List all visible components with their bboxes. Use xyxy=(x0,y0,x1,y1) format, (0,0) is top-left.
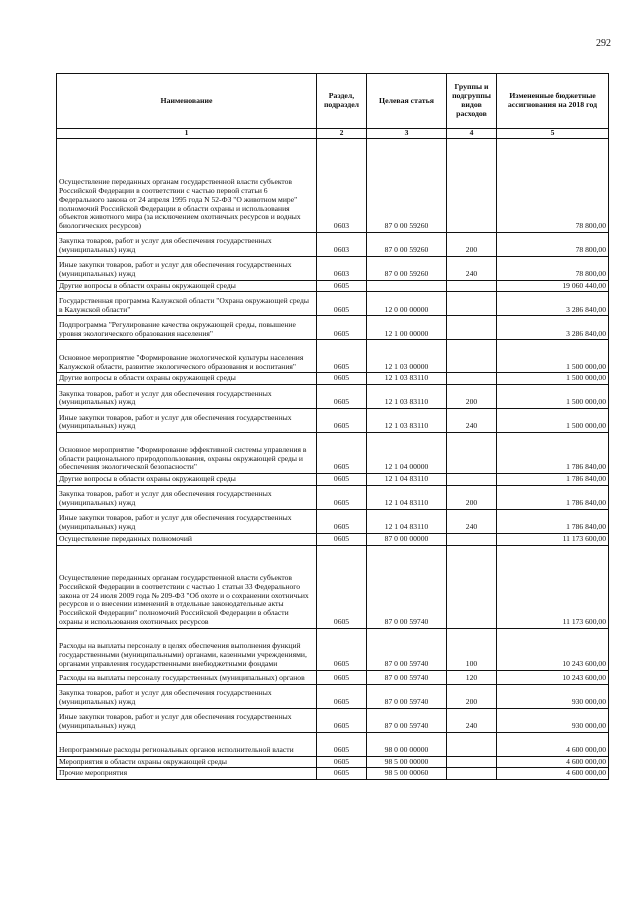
table-header-row xyxy=(57,74,609,129)
row-group: 240 xyxy=(447,409,497,433)
row-section: 0605 xyxy=(317,385,367,409)
row-section: 0603 xyxy=(317,138,367,232)
row-amount: 4 600 000,00 xyxy=(497,732,609,756)
row-section: 0603 xyxy=(317,256,367,280)
row-target: 87 0 00 59740 xyxy=(367,708,447,732)
row-name: Непрограммные расходы региональных органов исполнительной власти xyxy=(57,732,317,756)
row-group xyxy=(447,433,497,474)
table-row xyxy=(57,628,609,670)
row-target: 98 5 00 00060 xyxy=(367,768,447,780)
header-changed: Измененные бюджетные ассигнования на 2018 год xyxy=(497,74,609,129)
row-name: Другие вопросы в области охраны окружающей среды xyxy=(57,373,317,385)
row-amount: 11 173 600,00 xyxy=(497,533,609,545)
header-groups: Группы и подгруппы видов расходов xyxy=(447,74,497,129)
column-number: 3 xyxy=(367,129,447,139)
row-group xyxy=(447,292,497,316)
table-row xyxy=(57,732,609,756)
row-section: 0605 xyxy=(317,433,367,474)
row-group xyxy=(447,768,497,780)
row-amount: 1 786 840,00 xyxy=(497,485,609,509)
row-name: Основное мероприятие "Формирование экологической культуры населения Калужской области, развитие экологического образования и воспитания" xyxy=(57,340,317,373)
row-group xyxy=(447,316,497,340)
row-amount: 11 173 600,00 xyxy=(497,545,609,628)
row-amount: 19 060 440,00 xyxy=(497,280,609,292)
row-group: 240 xyxy=(447,256,497,280)
table-row xyxy=(57,256,609,280)
row-name: Закупка товаров, работ и услуг для обеспечения государственных (муниципальных) нужд xyxy=(57,485,317,509)
row-name: Основное мероприятие "Формирование эффективной системы управления в области рационального природопользования, охраны окружающей среды и обеспечения экологической безопасности" xyxy=(57,433,317,474)
table-row xyxy=(57,474,609,486)
row-amount: 1 500 000,00 xyxy=(497,373,609,385)
row-group: 240 xyxy=(447,708,497,732)
row-section: 0605 xyxy=(317,684,367,708)
table-row xyxy=(57,138,609,232)
row-group xyxy=(447,732,497,756)
row-target: 12 1 04 00000 xyxy=(367,433,447,474)
row-target: 12 1 00 00000 xyxy=(367,316,447,340)
row-group xyxy=(447,280,497,292)
row-amount: 930 000,00 xyxy=(497,708,609,732)
row-section: 0605 xyxy=(317,316,367,340)
table-row xyxy=(57,684,609,708)
row-amount: 3 286 840,00 xyxy=(497,316,609,340)
row-section: 0605 xyxy=(317,732,367,756)
row-section: 0605 xyxy=(317,756,367,768)
table-row xyxy=(57,756,609,768)
row-group: 200 xyxy=(447,485,497,509)
row-group xyxy=(447,373,497,385)
table-row xyxy=(57,316,609,340)
row-amount: 4 600 000,00 xyxy=(497,756,609,768)
column-number: 2 xyxy=(317,129,367,139)
row-amount: 1 786 840,00 xyxy=(497,509,609,533)
row-section: 0603 xyxy=(317,232,367,256)
row-section: 0605 xyxy=(317,485,367,509)
table-row xyxy=(57,373,609,385)
row-name: Закупка товаров, работ и услуг для обеспечения государственных (муниципальных) нужд xyxy=(57,684,317,708)
column-numbers-row xyxy=(57,129,609,139)
table-row xyxy=(57,292,609,316)
row-section: 0605 xyxy=(317,545,367,628)
row-target: 98 5 00 00000 xyxy=(367,756,447,768)
row-amount: 930 000,00 xyxy=(497,684,609,708)
row-section: 0605 xyxy=(317,474,367,486)
table-row xyxy=(57,232,609,256)
row-name: Осуществление переданных полномочий xyxy=(57,533,317,545)
row-group xyxy=(447,474,497,486)
row-section: 0605 xyxy=(317,670,367,684)
row-group: 200 xyxy=(447,684,497,708)
row-name: Закупка товаров, работ и услуг для обеспечения государственных (муниципальных) нужд xyxy=(57,385,317,409)
table-row xyxy=(57,409,609,433)
row-name: Другие вопросы в области охраны окружающей среды xyxy=(57,280,317,292)
row-name: Иные закупки товаров, работ и услуг для обеспечения государственных (муниципальных) нужд xyxy=(57,708,317,732)
row-amount: 1 500 000,00 xyxy=(497,340,609,373)
row-section: 0605 xyxy=(317,628,367,670)
row-amount: 4 600 000,00 xyxy=(497,768,609,780)
row-target: 12 1 03 83110 xyxy=(367,385,447,409)
row-target: 87 0 00 59260 xyxy=(367,256,447,280)
page-number: 292 xyxy=(596,38,611,49)
row-target: 12 1 03 83110 xyxy=(367,409,447,433)
column-number: 4 xyxy=(447,129,497,139)
row-section: 0605 xyxy=(317,409,367,433)
table-row xyxy=(57,340,609,373)
header-name: Наименование xyxy=(57,74,317,129)
header-section: Раздел, подраздел xyxy=(317,74,367,129)
row-target: 87 0 00 59740 xyxy=(367,684,447,708)
column-number: 5 xyxy=(497,129,609,139)
row-amount: 1 500 000,00 xyxy=(497,385,609,409)
row-name: Осуществление переданных органам государственной власти субъектов Российской Федерации в соответствии с частью первой статьи 6 Федерального закона от 24 апреля 1995 года N 52-ФЗ "О животном мире" полномочий Российской Федерации в области охраны и использования объектов животного мира (за исключением охотничьих ресурсов и водных биологических ресурсов) xyxy=(57,138,317,232)
row-section: 0605 xyxy=(317,768,367,780)
row-group: 100 xyxy=(447,628,497,670)
row-amount: 1 786 840,00 xyxy=(497,474,609,486)
row-section: 0605 xyxy=(317,340,367,373)
table-row xyxy=(57,708,609,732)
row-group: 200 xyxy=(447,232,497,256)
row-name: Иные закупки товаров, работ и услуг для обеспечения государственных (муниципальных) нужд xyxy=(57,256,317,280)
row-target: 12 1 04 83110 xyxy=(367,509,447,533)
table-row xyxy=(57,485,609,509)
row-amount: 3 286 840,00 xyxy=(497,292,609,316)
row-amount: 10 243 600,00 xyxy=(497,670,609,684)
header-target: Целевая статья xyxy=(367,74,447,129)
row-group xyxy=(447,545,497,628)
row-amount: 10 243 600,00 xyxy=(497,628,609,670)
row-amount: 78 800,00 xyxy=(497,138,609,232)
row-target: 87 0 00 59740 xyxy=(367,545,447,628)
table-row xyxy=(57,670,609,684)
row-section: 0605 xyxy=(317,708,367,732)
row-name: Закупка товаров, работ и услуг для обеспечения государственных (муниципальных) нужд xyxy=(57,232,317,256)
row-target: 12 1 03 00000 xyxy=(367,340,447,373)
row-target: 87 0 00 59260 xyxy=(367,232,447,256)
row-group: 200 xyxy=(447,385,497,409)
row-name: Прочие мероприятия xyxy=(57,768,317,780)
table-body xyxy=(57,138,609,779)
row-group: 240 xyxy=(447,509,497,533)
row-amount: 1 500 000,00 xyxy=(497,409,609,433)
table-row xyxy=(57,280,609,292)
column-number: 1 xyxy=(57,129,317,139)
row-name: Иные закупки товаров, работ и услуг для обеспечения государственных (муниципальных) нужд xyxy=(57,409,317,433)
row-group: 120 xyxy=(447,670,497,684)
table-row xyxy=(57,433,609,474)
budget-table xyxy=(56,73,609,780)
row-amount: 78 800,00 xyxy=(497,232,609,256)
row-section: 0605 xyxy=(317,292,367,316)
row-name: Государственная программа Калужской области "Охрана окружающей среды в Калужской области" xyxy=(57,292,317,316)
row-group xyxy=(447,138,497,232)
row-name: Подпрограмма "Регулирование качества окружающей среды, повышение уровня экологического образования населения" xyxy=(57,316,317,340)
row-section: 0605 xyxy=(317,280,367,292)
row-target: 87 0 00 59740 xyxy=(367,628,447,670)
row-name: Мероприятия в области охраны окружающей среды xyxy=(57,756,317,768)
row-target: 12 1 04 83110 xyxy=(367,485,447,509)
table-row xyxy=(57,533,609,545)
row-section: 0605 xyxy=(317,533,367,545)
row-target xyxy=(367,280,447,292)
row-target: 87 0 00 59740 xyxy=(367,670,447,684)
row-target: 12 0 00 00000 xyxy=(367,292,447,316)
table-row xyxy=(57,545,609,628)
row-target: 87 0 00 00000 xyxy=(367,533,447,545)
row-target: 12 1 03 83110 xyxy=(367,373,447,385)
row-target: 87 0 00 59260 xyxy=(367,138,447,232)
row-group xyxy=(447,340,497,373)
row-name: Иные закупки товаров, работ и услуг для обеспечения государственных (муниципальных) нужд xyxy=(57,509,317,533)
row-section: 0605 xyxy=(317,509,367,533)
table-row xyxy=(57,509,609,533)
row-amount: 1 786 840,00 xyxy=(497,433,609,474)
row-name: Другие вопросы в области охраны окружающей среды xyxy=(57,474,317,486)
table-row xyxy=(57,768,609,780)
row-group xyxy=(447,756,497,768)
row-name: Расходы на выплаты персоналу в целях обеспечения выполнения функций государственными (муниципальными) органами, казенными учреждениями, органами управления государственными внебюджетными фондами xyxy=(57,628,317,670)
row-section: 0605 xyxy=(317,373,367,385)
table-row xyxy=(57,385,609,409)
row-name: Расходы на выплаты персоналу государственных (муниципальных) органов xyxy=(57,670,317,684)
row-target: 12 1 04 83110 xyxy=(367,474,447,486)
row-amount: 78 800,00 xyxy=(497,256,609,280)
row-target: 98 0 00 00000 xyxy=(367,732,447,756)
row-name: Осуществление переданных органам государственной власти субъектов Российской Федерации в соответствии с частью 1 статьи 33 Федерального закона от 24 июля 2009 года № 209-ФЗ "Об охоте и о сохранении охотничьих ресурсов и о внесении изменений в отдельные законодательные акты Российской Федерации" полномочий Российской Федерации в области охраны и использования охотничьих ресурсов xyxy=(57,545,317,628)
row-group xyxy=(447,533,497,545)
